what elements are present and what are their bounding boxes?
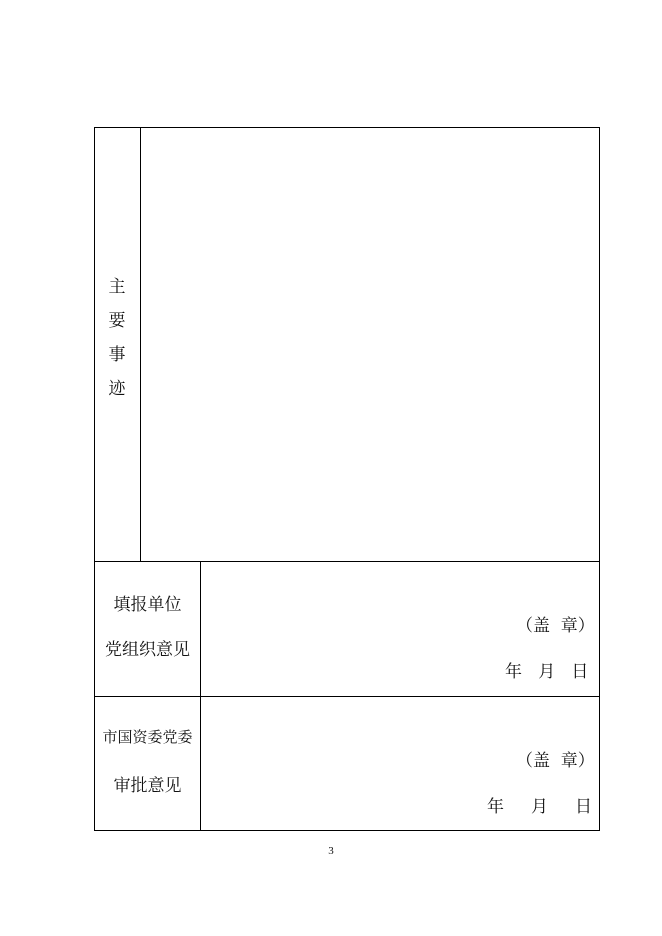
page-number: 3	[328, 845, 334, 857]
unit-opinion-label-line2: 党组织意见	[105, 640, 190, 660]
approval-opinion-label-line1: 市国资委党委	[102, 728, 193, 746]
deeds-column-divider	[140, 127, 141, 561]
main-deeds-label-char-1: 主	[108, 277, 126, 297]
main-deeds-label-char-4: 迹	[108, 379, 126, 399]
main-deeds-content-field[interactable]	[142, 129, 598, 559]
main-deeds-label	[95, 270, 139, 406]
main-deeds-label-char-2: 要	[108, 311, 126, 331]
approval-opinion-label-line2: 审批意见	[113, 776, 182, 796]
row-divider-2	[94, 696, 600, 697]
unit-opinion-seal: （盖 章）	[516, 616, 595, 636]
unit-opinion-label-line1: 填报单位	[113, 595, 182, 615]
approval-opinion-date: 年 月 日	[487, 797, 593, 817]
unit-opinion-date: 年 月 日	[505, 662, 589, 682]
approval-opinion-seal: （盖 章）	[516, 751, 595, 771]
opinion-column-divider	[200, 561, 201, 831]
row-divider-1	[94, 561, 600, 562]
main-deeds-label-char-3: 事	[108, 345, 126, 365]
